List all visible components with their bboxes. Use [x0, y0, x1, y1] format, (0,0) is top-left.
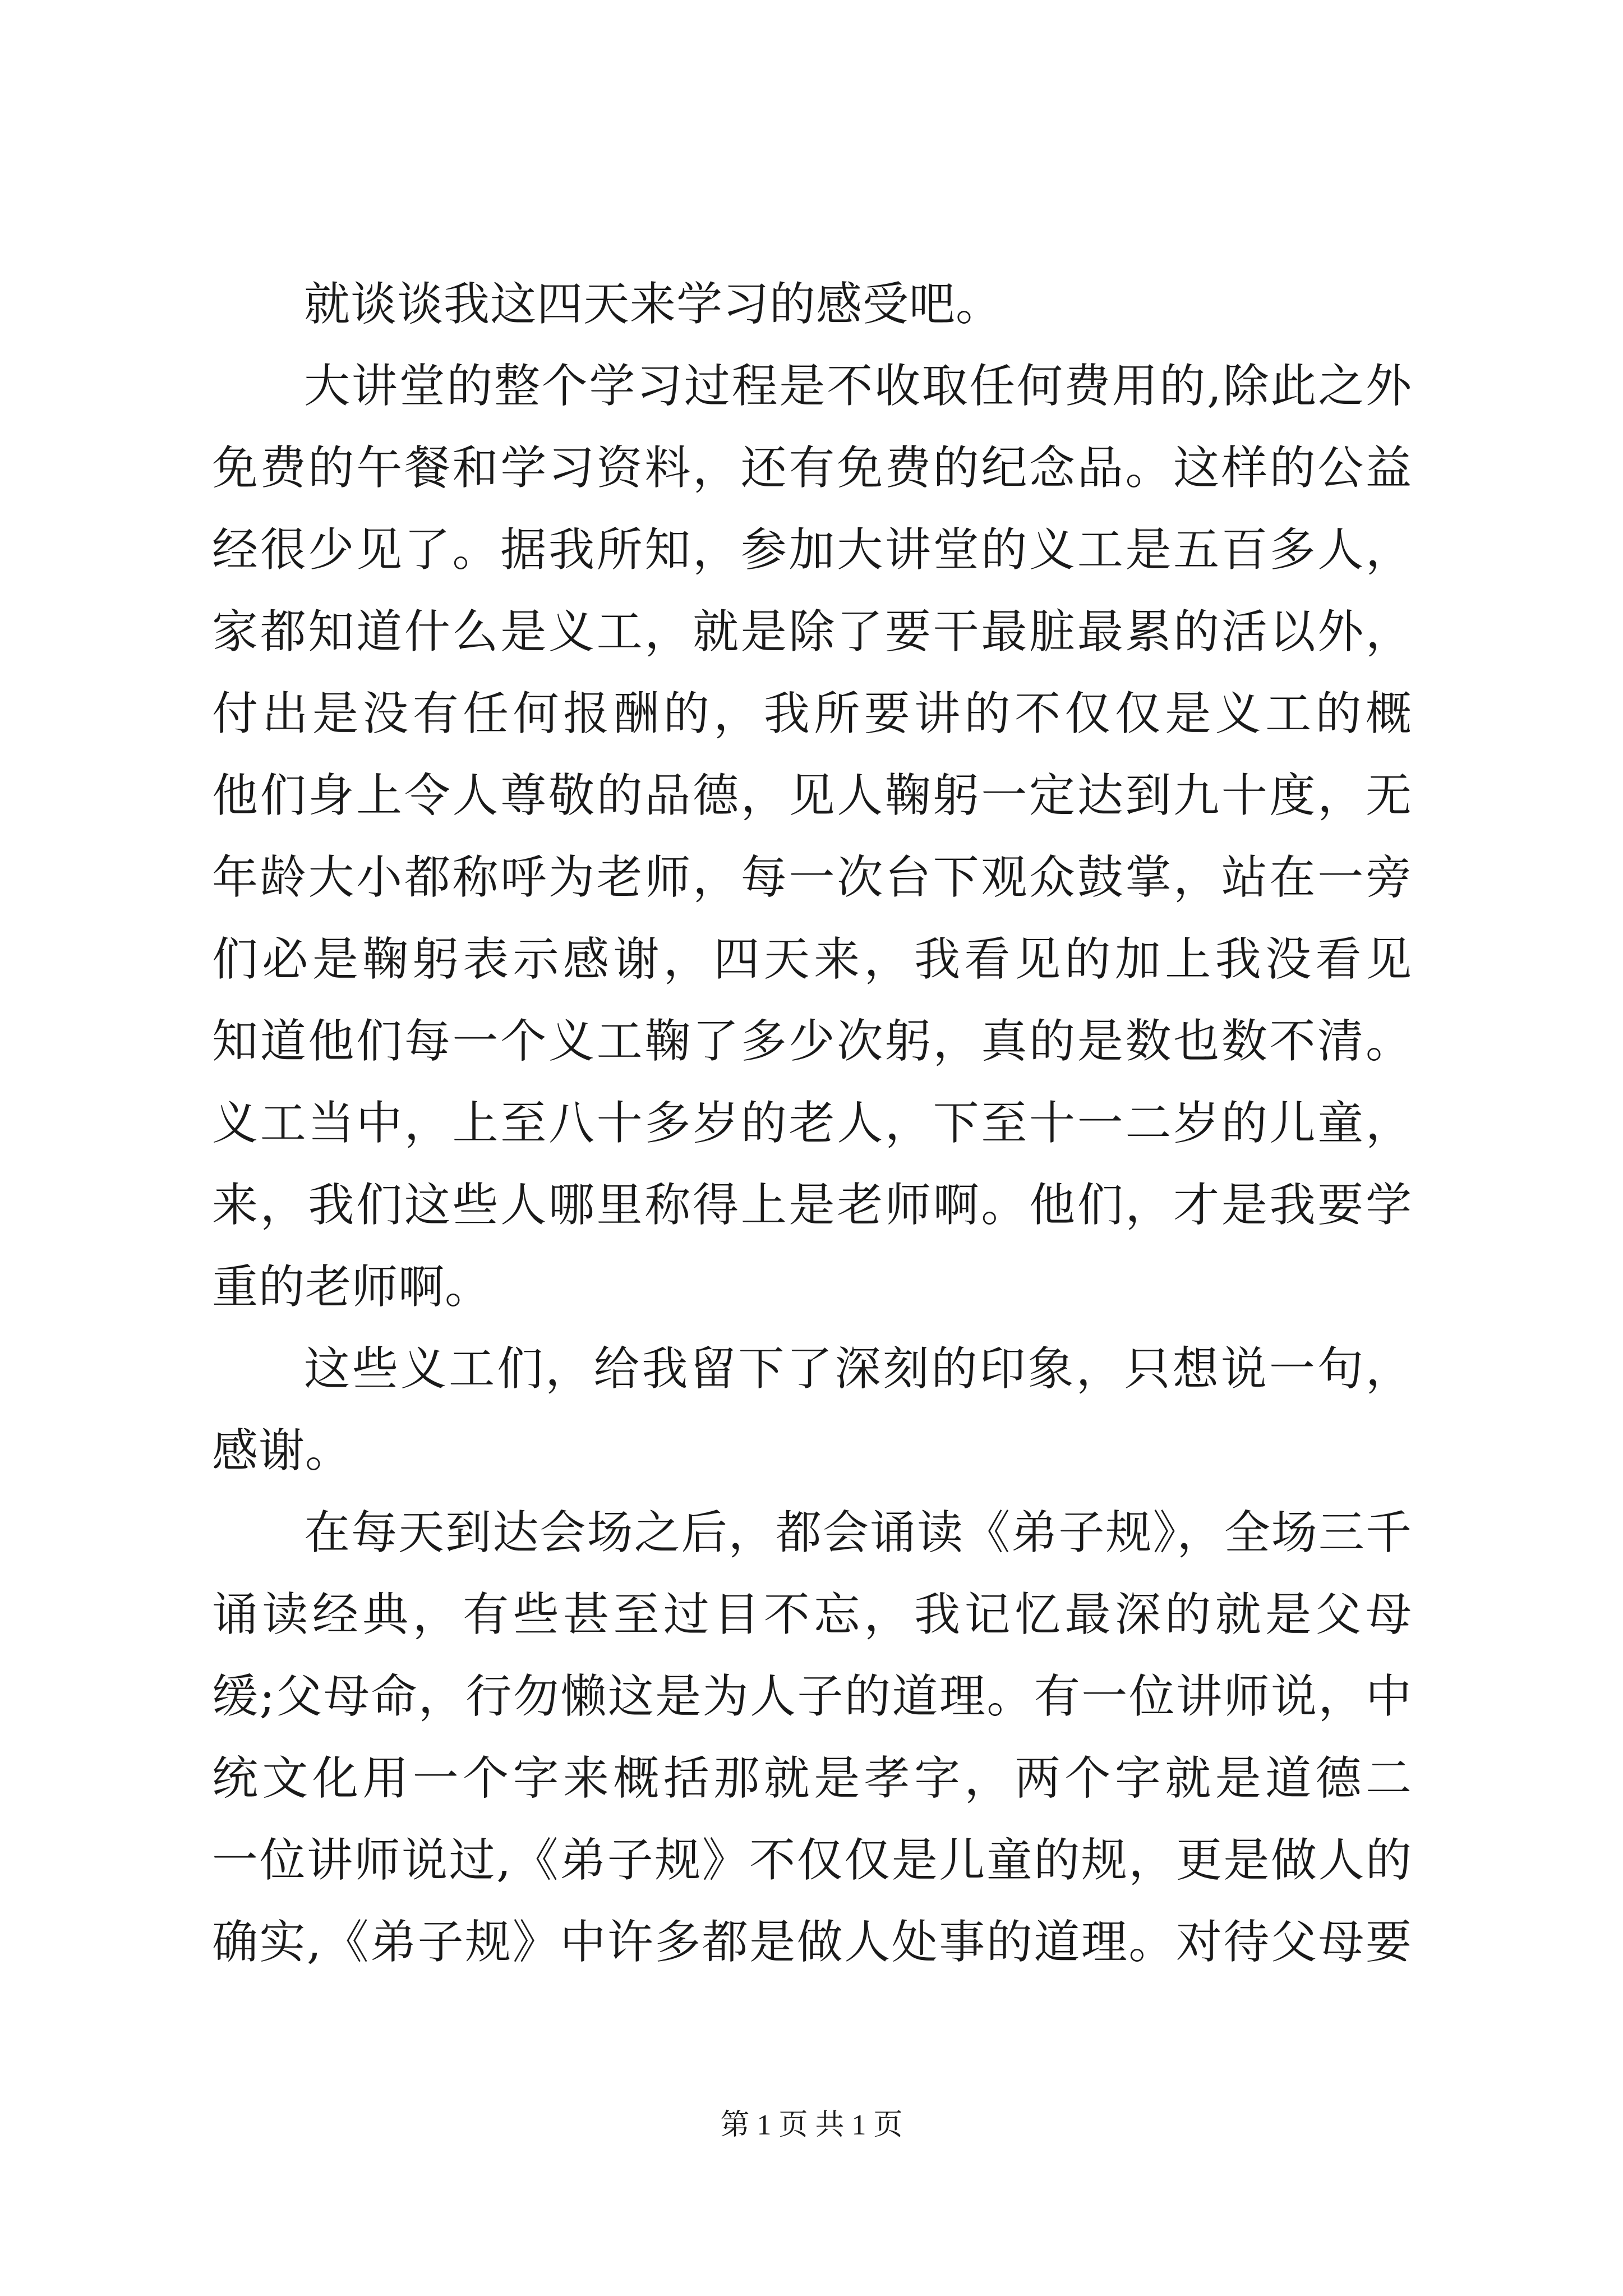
text-line: 确实,《弟子规》中许多都是做人处事的道理。对待父母要: [212, 1916, 1412, 1969]
text-line: 在每天到达会场之后，都会诵读《弟子规》，全场三千: [304, 1506, 1412, 1559]
text-line: 义工当中，上至八十多岁的老人，下至十一二岁的儿童，: [212, 1097, 1412, 1150]
text-line: 来，我们这些人哪里称得上是老师啊。他们，才是我要学: [212, 1179, 1412, 1232]
text-line: 感谢。: [212, 1424, 352, 1478]
text-line: 就谈谈我这四天来学习的感受吧。: [304, 278, 1003, 331]
body-text: [212, 264, 1412, 1984]
text-line: 一位讲师说过,《弟子规》不仅仅是儿童的规，更是做人的: [212, 1834, 1412, 1887]
text-line: 付出是没有任何报酬的，我所要讲的不仅仅是义工的概: [212, 687, 1412, 740]
text-line: 重的老师啊。: [212, 1260, 492, 1314]
text-line: 他们身上令人尊敬的品德，见人鞠躬一定达到九十度，无: [212, 769, 1412, 822]
text-line: 们必是鞠躬表示感谢，四天来，我看见的加上我没看见: [212, 933, 1412, 986]
text-line: 家都知道什么是义工，就是除了要干最脏最累的活以外，: [212, 605, 1412, 659]
text-line: 免费的午餐和学习资料，还有免费的纪念品。这样的公益: [212, 441, 1412, 495]
text-line: 统文化用一个字来概括那就是孝字，两个字就是道德二: [212, 1752, 1412, 1805]
text-line: 年龄大小都称呼为老师，每一次台下观众鼓掌，站在一旁: [212, 851, 1412, 904]
text-line: 这些义工们，给我留下了深刻的印象，只想说一句，: [304, 1342, 1412, 1396]
text-line: 知道他们每一个义工鞠了多少次躬，真的是数也数不清。: [212, 1015, 1412, 1068]
text-line: 缓;父母命，行勿懒这是为人子的道理。有一位讲师说，中: [212, 1670, 1412, 1723]
text-line: 诵读经典，有些甚至过目不忘，我记忆最深的就是父母: [212, 1588, 1412, 1641]
page-footer: 第 1 页 共 1 页: [720, 2109, 903, 2141]
text-line: 经很少见了。据我所知，参加大讲堂的义工是五百多人，: [212, 523, 1412, 577]
text-line: 大讲堂的整个学习过程是不收取任何费用的,除此之外: [304, 360, 1412, 413]
